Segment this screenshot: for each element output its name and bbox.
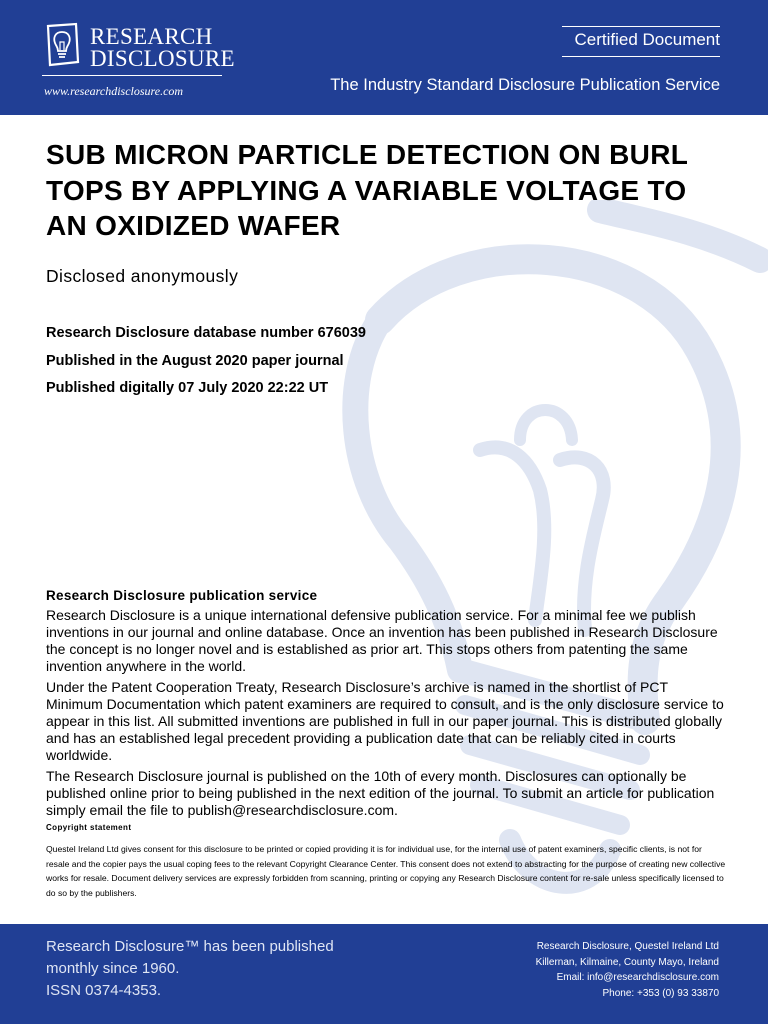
copyright-heading: Copyright statement <box>46 823 132 832</box>
certified-text: Certified Document <box>574 30 720 49</box>
logo-wordmark <box>90 26 235 70</box>
publication-metadata <box>46 320 366 403</box>
service-paragraph: Research Disclosure is a unique international defensive publication service. For a minimal fee we publish inventions in our journal and online database. Once an invention has been published in Research Disclosure the concept is no longer novel and is established as prior art. This stops others from patenting the same invention anywhere in the world. <box>46 607 718 674</box>
tagline: The Industry Standard Disclosure Publication Service <box>330 76 720 94</box>
cert-rule-bottom <box>562 56 720 57</box>
footer-company: Research Disclosure, Questel Ireland Ltd <box>536 941 719 952</box>
logo-divider <box>42 75 222 76</box>
footer-left-line: monthly since 1960. <box>46 960 180 977</box>
paper-journal-date: Published in the August 2020 paper journal <box>46 352 344 369</box>
service-paragraph: Under the Patent Cooperation Treaty, Research Disclosure’s archive is named in the shortlist of PCT Minimum Documentation which patent examiners are required to consult, and is the only disclosure service to appear in this list. All submitted inventions are published in full in our paper journal. This is distributed globally and has an established legal precedent providing a publication date that can be reliably cited in courts worldwide. <box>46 679 724 763</box>
service-paragraph: The Research Disclosure journal is published on the 10th of every month. Disclosures can optionally be published online prior to being published in the next edition of the journal. To submit an article for publication simply email the file to publish@researchdisclosure.com. <box>46 768 715 818</box>
digital-publish-date: Published digitally 07 July 2020 22:22 UT <box>46 380 329 396</box>
copyright-statement: Questel Ireland Ltd gives consent for this disclosure to be printed or copied providing it is for individual use, for the internal use of patent examiners, specific clients, is not for resale and the copier pays the usual coping fees to the relevant Copyright Clearance Center. This consent does not extend to abstracting for the purpose of creating new collective works for resale. Document delivery services are expressly forbidden from scanning, printing or copying any Research Disclosure content for re-sale unless specifically licensed to do so by the publishers. <box>46 844 726 898</box>
document-title: SUB MICRON PARTICLE DETECTION ON BURL TOPS BY APPLYING A VARIABLE VOLTAGE TO AN OXIDIZED WAFER <box>46 139 688 241</box>
logo-url[interactable]: www.researchdisclosure.com <box>44 84 184 98</box>
footer-contact-info <box>536 939 719 1001</box>
service-heading: Research Disclosure publication service <box>46 588 318 603</box>
database-number: Research Disclosure database number 676039 <box>46 325 366 341</box>
footer-band <box>0 924 768 1024</box>
author-line: Disclosed anonymously <box>46 266 239 286</box>
footer-phone: Phone: +353 (0) 93 33870 <box>602 987 719 999</box>
lightbulb-logo-icon <box>42 22 82 68</box>
logo-line-2: DISCLOSURE <box>90 46 235 71</box>
certified-document-label <box>562 26 720 57</box>
footer-left-line: ISSN 0374-4353. <box>46 982 162 999</box>
footer-publication-info <box>46 936 334 1002</box>
header-band <box>0 0 768 115</box>
publication-service-section <box>46 588 726 900</box>
footer-left-line: Research Disclosure™ has been published <box>46 938 334 955</box>
footer-email[interactable]: Email: info@researchdisclosure.com <box>556 972 719 983</box>
footer-address: Killernan, Kilmaine, County Mayo, Ireland <box>535 956 719 968</box>
logo-line-1: RESEARCH <box>90 24 213 49</box>
